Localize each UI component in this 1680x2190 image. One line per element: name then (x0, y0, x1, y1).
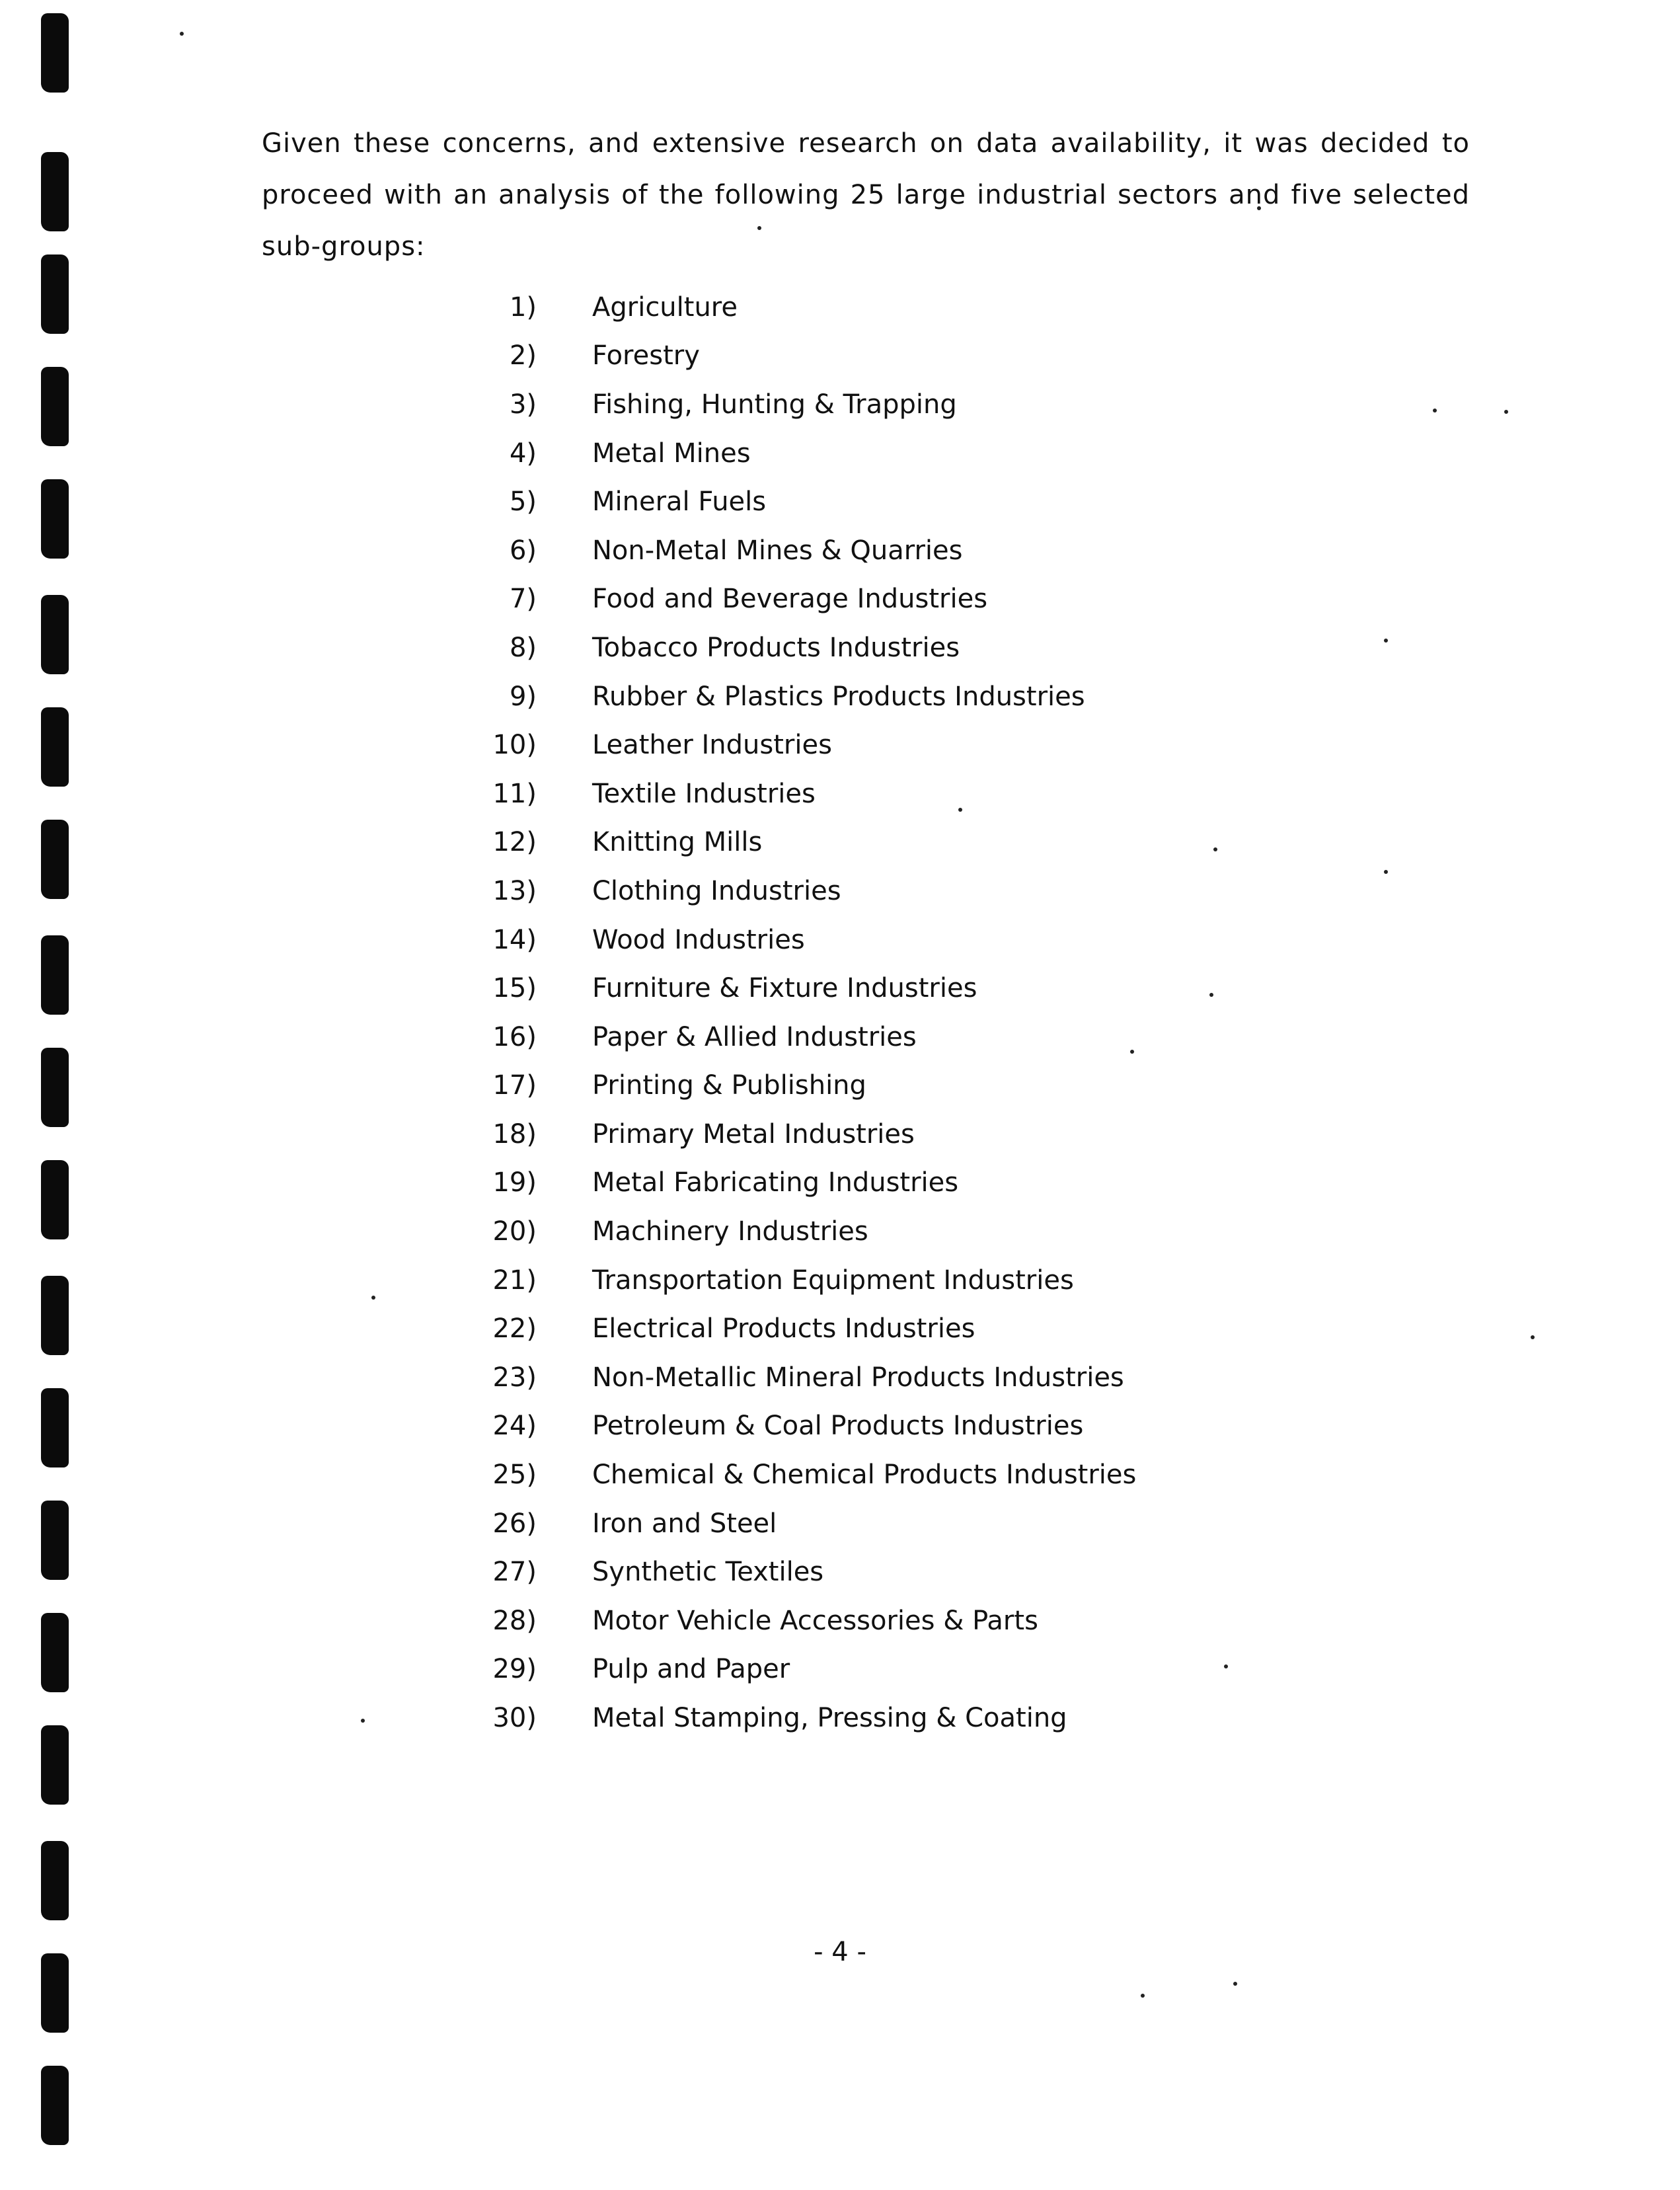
sector-label: Forestry (592, 340, 700, 372)
list-item (463, 818, 1136, 867)
list-item (463, 1353, 1136, 1402)
punch-mark (41, 1048, 69, 1127)
scan-speck (361, 1719, 365, 1723)
sector-label: Pulp and Paper (592, 1654, 790, 1685)
punch-mark (41, 13, 69, 93)
scan-speck (1213, 847, 1217, 851)
sector-number: 12) (492, 827, 537, 858)
sector-label: Printing & Publishing (592, 1070, 866, 1101)
scan-speck (1233, 1982, 1237, 1986)
binder-punch-marks (0, 0, 79, 2190)
list-item (463, 721, 1136, 769)
sector-number: 15) (492, 973, 537, 1004)
scan-speck (1224, 1664, 1228, 1668)
list-item (463, 429, 1136, 478)
scan-speck (1141, 1994, 1145, 1998)
sector-label: Transportation Equipment Industries (592, 1265, 1074, 1296)
list-item (463, 1450, 1136, 1499)
sector-number: 9) (509, 681, 537, 712)
sector-label: Motor Vehicle Accessories & Parts (592, 1605, 1038, 1636)
punch-mark (41, 1725, 69, 1805)
scan-speck (1531, 1335, 1535, 1339)
list-item (463, 1110, 1136, 1159)
list-item (463, 1402, 1136, 1451)
sector-label: Clothing Industries (592, 875, 841, 906)
sector-label: Food and Beverage Industries (592, 584, 988, 615)
sector-number: 8) (509, 632, 537, 663)
punch-mark (41, 1160, 69, 1239)
list-item (463, 1499, 1136, 1548)
sector-label: Chemical & Chemical Products Industries (592, 1460, 1137, 1491)
sector-label: Leather Industries (592, 730, 832, 761)
punch-mark (41, 935, 69, 1015)
sector-number: 26) (492, 1508, 537, 1539)
sector-label: Primary Metal Industries (592, 1118, 915, 1150)
list-item (463, 283, 1136, 332)
sector-number: 11) (492, 778, 537, 809)
sector-label: Tobacco Products Industries (592, 632, 960, 663)
page-number: - 4 - (814, 1937, 866, 1967)
sector-number: 24) (492, 1411, 537, 1442)
sector-label: Electrical Products Industries (592, 1313, 975, 1345)
punch-mark (41, 367, 69, 446)
sector-number: 4) (509, 438, 537, 469)
list-item (463, 526, 1136, 575)
list-item (463, 1596, 1136, 1645)
list-item (463, 1207, 1136, 1256)
list-item (463, 1645, 1136, 1694)
sector-number: 10) (492, 730, 537, 761)
punch-mark (41, 254, 69, 334)
sector-number: 6) (509, 535, 537, 566)
scan-speck (180, 32, 184, 36)
sector-number: 28) (492, 1605, 537, 1636)
punch-mark (41, 152, 69, 231)
sector-number: 5) (509, 487, 537, 518)
list-item (463, 575, 1136, 624)
list-item (463, 916, 1136, 964)
sector-number: 2) (509, 340, 537, 372)
sector-label: Fishing, Hunting & Trapping (592, 389, 957, 420)
sector-label: Wood Industries (592, 924, 805, 955)
sector-number: 30) (492, 1703, 537, 1734)
list-item (463, 672, 1136, 721)
list-item (463, 477, 1136, 526)
scan-speck (1504, 410, 1508, 414)
scan-speck (1384, 639, 1388, 643)
scan-speck (371, 1296, 375, 1300)
punch-mark (41, 1501, 69, 1580)
sector-number: 16) (492, 1021, 537, 1052)
sector-number: 29) (492, 1654, 537, 1685)
punch-mark (41, 2066, 69, 2145)
sector-number: 17) (492, 1070, 537, 1101)
sector-number: 7) (509, 584, 537, 615)
list-item (463, 867, 1136, 916)
punch-mark (41, 479, 69, 559)
list-item (463, 1547, 1136, 1596)
list-item (463, 332, 1136, 381)
scan-speck (1433, 409, 1437, 412)
punch-mark (41, 1388, 69, 1467)
sector-number: 23) (492, 1362, 537, 1393)
sector-number: 18) (492, 1118, 537, 1150)
sector-label: Metal Mines (592, 438, 751, 469)
sector-label: Non-Metal Mines & Quarries (592, 535, 963, 566)
sector-label: Machinery Industries (592, 1216, 868, 1247)
intro-paragraph: Given these concerns, and extensive research on data availability, it was decided to proceed with an analysis of the following 25 large industrial sectors and five selected sub-groups: (262, 128, 1470, 262)
punch-mark (41, 595, 69, 674)
sector-number: 22) (492, 1313, 537, 1345)
sector-list (463, 283, 1136, 1742)
sector-number: 19) (492, 1167, 537, 1198)
sector-number: 20) (492, 1216, 537, 1247)
sector-label: Iron and Steel (592, 1508, 777, 1539)
list-item (463, 964, 1136, 1013)
sector-label: Metal Stamping, Pressing & Coating (592, 1703, 1067, 1734)
sector-label: Metal Fabricating Industries (592, 1167, 959, 1198)
sector-number: 25) (492, 1460, 537, 1491)
sector-label: Agriculture (592, 292, 738, 323)
list-item (463, 1013, 1136, 1062)
sector-number: 1) (509, 292, 537, 323)
sector-label: Mineral Fuels (592, 487, 767, 518)
list-item (463, 623, 1136, 672)
list-item (463, 1062, 1136, 1111)
punch-mark (41, 707, 69, 787)
sector-label: Furniture & Fixture Industries (592, 973, 977, 1004)
sector-label: Rubber & Plastics Products Industries (592, 681, 1085, 712)
list-item (463, 1304, 1136, 1353)
list-item (463, 1159, 1136, 1208)
punch-mark (41, 820, 69, 899)
sector-label: Textile Industries (592, 778, 816, 809)
sector-label: Paper & Allied Industries (592, 1021, 917, 1052)
sector-number: 21) (492, 1265, 537, 1296)
punch-mark (41, 1841, 69, 1920)
sector-label: Synthetic Textiles (592, 1557, 824, 1588)
scan-speck (1384, 870, 1388, 874)
sector-label: Non-Metallic Mineral Products Industries (592, 1362, 1124, 1393)
punch-mark (41, 1613, 69, 1692)
list-item (463, 1694, 1136, 1742)
scan-speck (1209, 993, 1213, 997)
sector-number: 27) (492, 1557, 537, 1588)
list-item (463, 380, 1136, 429)
sector-number: 13) (492, 875, 537, 906)
list-item (463, 769, 1136, 818)
sector-label: Knitting Mills (592, 827, 763, 858)
sector-label: Petroleum & Coal Products Industries (592, 1411, 1084, 1442)
sector-number: 3) (509, 389, 537, 420)
sector-number: 14) (492, 924, 537, 955)
list-item (463, 1256, 1136, 1305)
punch-mark (41, 1276, 69, 1355)
